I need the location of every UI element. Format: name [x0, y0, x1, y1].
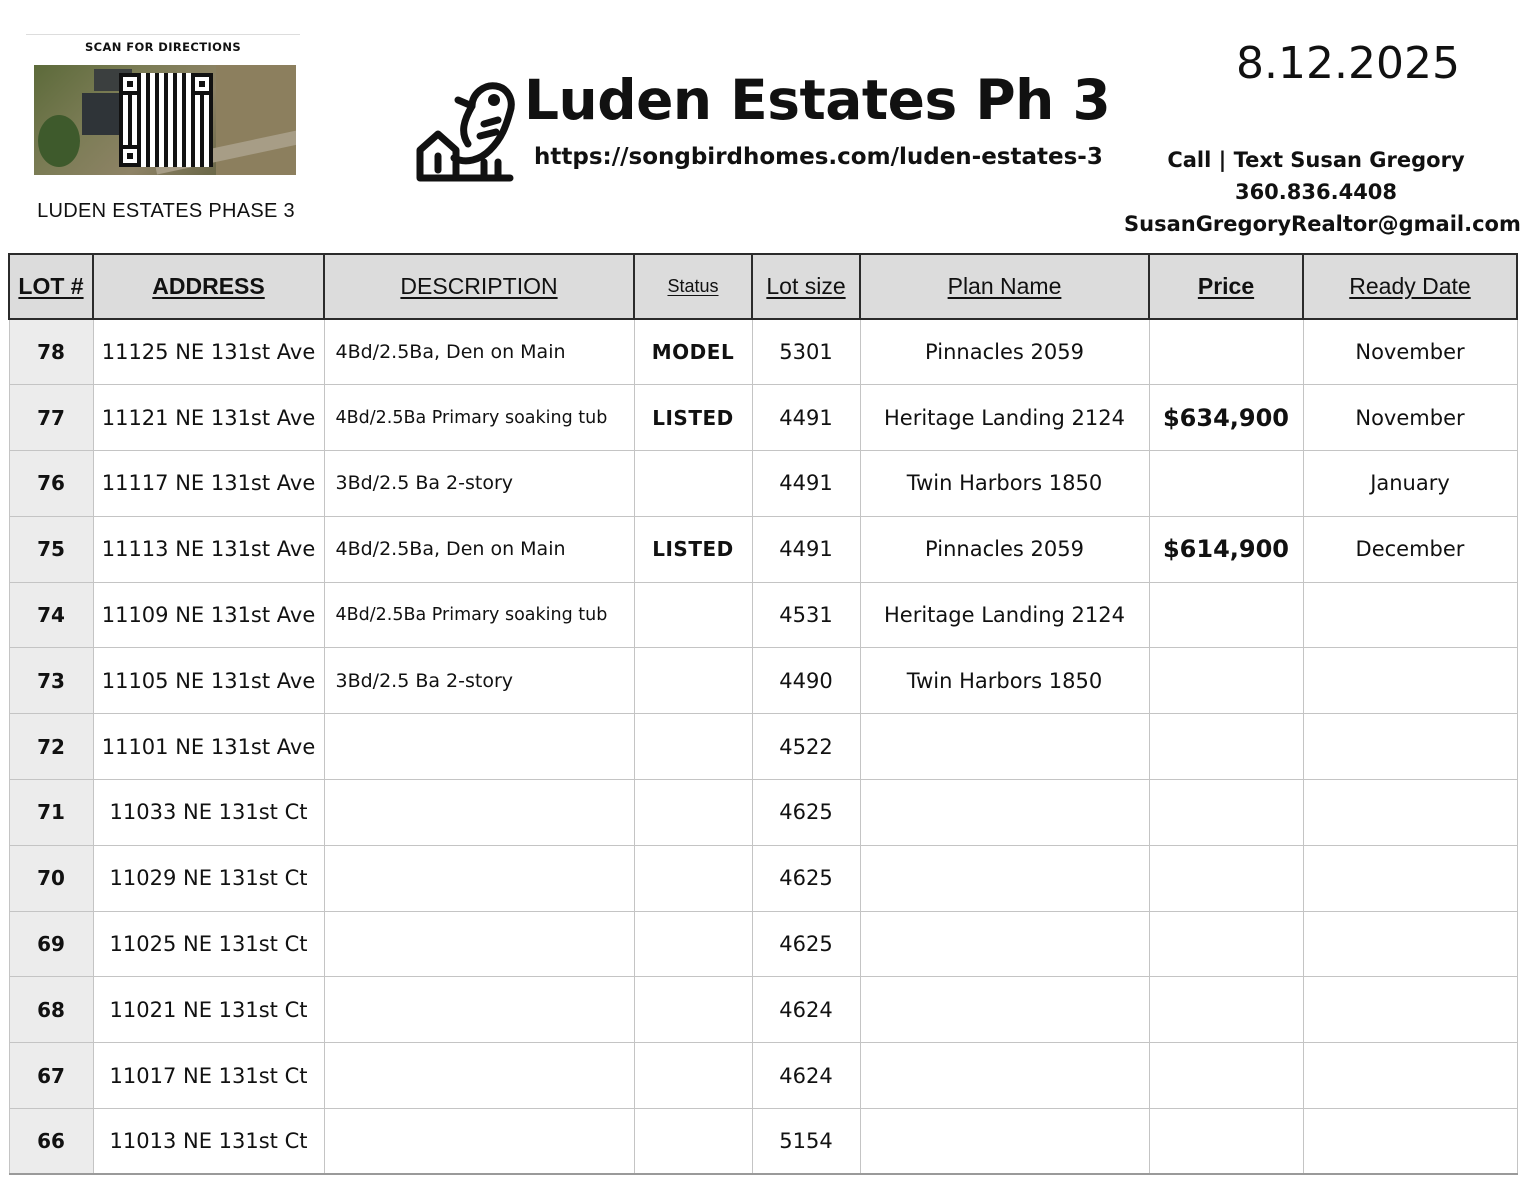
table-row — [9, 516, 1517, 582]
ready-date-cell — [1303, 911, 1517, 977]
lot-size-cell: 4625 — [752, 845, 860, 911]
table-row — [9, 714, 1517, 780]
lot-number-cell: 66 — [9, 1109, 93, 1175]
lot-number-cell: 72 — [9, 714, 93, 780]
col-header-lot: LOT # — [9, 254, 93, 319]
price-cell: $614,900 — [1149, 516, 1303, 582]
status-cell — [634, 451, 752, 517]
description-cell — [324, 1109, 634, 1175]
col-header-description: DESCRIPTION — [324, 254, 634, 319]
plan-name-cell — [860, 911, 1149, 977]
status-cell: LISTED — [634, 385, 752, 451]
songbird-house-logo-icon — [414, 78, 518, 184]
status-cell — [634, 1043, 752, 1109]
plan-name-cell — [860, 1043, 1149, 1109]
col-header-price: Price — [1149, 254, 1303, 319]
status-cell — [634, 648, 752, 714]
plan-name-cell: Twin Harbors 1850 — [860, 451, 1149, 517]
description-cell: 4Bd/2.5Ba, Den on Main — [324, 516, 634, 582]
price-cell — [1149, 451, 1303, 517]
status-cell — [634, 977, 752, 1043]
ready-date-cell — [1303, 780, 1517, 846]
lot-number-cell: 75 — [9, 516, 93, 582]
description-cell: 4Bd/2.5Ba, Den on Main — [324, 319, 634, 385]
ready-date-cell — [1303, 648, 1517, 714]
lot-size-cell: 4531 — [752, 582, 860, 648]
status-cell: MODEL — [634, 319, 752, 385]
plan-name-cell: Twin Harbors 1850 — [860, 648, 1149, 714]
table-row — [9, 1043, 1517, 1109]
price-cell — [1149, 911, 1303, 977]
lot-number-cell: 68 — [9, 977, 93, 1043]
lot-number-cell: 71 — [9, 780, 93, 846]
plan-name-cell — [860, 977, 1149, 1043]
table-row — [9, 319, 1517, 385]
date-label: 8.12.2025 — [1236, 38, 1460, 89]
ready-date-cell — [1303, 1043, 1517, 1109]
price-cell — [1149, 1043, 1303, 1109]
status-cell: LISTED — [634, 516, 752, 582]
table-row — [9, 911, 1517, 977]
table-row — [9, 845, 1517, 911]
description-cell: 3Bd/2.5 Ba 2-story — [324, 451, 634, 517]
lot-size-cell: 4491 — [752, 516, 860, 582]
plan-name-cell — [860, 1109, 1149, 1175]
table-row — [9, 582, 1517, 648]
lot-number-cell: 77 — [9, 385, 93, 451]
ready-date-cell — [1303, 977, 1517, 1043]
page-title: Luden Estates Ph 3 — [524, 68, 1111, 132]
address-cell: 11033 NE 131st Ct — [93, 780, 324, 846]
lot-size-cell: 4624 — [752, 1043, 860, 1109]
email-address[interactable]: SusanGregoryRealtor@gmail.com — [1124, 212, 1521, 236]
plan-name-cell: Heritage Landing 2124 — [860, 582, 1149, 648]
description-cell: 4Bd/2.5Ba Primary soaking tub — [324, 582, 634, 648]
lot-size-cell: 4624 — [752, 977, 860, 1043]
lots-table — [8, 253, 1518, 1175]
status-cell — [634, 911, 752, 977]
lot-number-cell: 69 — [9, 911, 93, 977]
ready-date-cell — [1303, 1109, 1517, 1175]
contact-line: Call | Text Susan Gregory — [1167, 148, 1465, 172]
aerial-photo — [34, 65, 296, 175]
status-cell — [634, 780, 752, 846]
lot-size-cell: 4490 — [752, 648, 860, 714]
address-cell: 11109 NE 131st Ave — [93, 582, 324, 648]
table-header-row — [9, 254, 1517, 319]
lot-size-cell: 4491 — [752, 385, 860, 451]
description-cell — [324, 911, 634, 977]
lot-size-cell: 4491 — [752, 451, 860, 517]
lot-number-cell: 70 — [9, 845, 93, 911]
divider — [26, 34, 300, 35]
lot-size-cell: 5301 — [752, 319, 860, 385]
ready-date-cell: November — [1303, 385, 1517, 451]
plan-name-cell — [860, 780, 1149, 846]
address-cell: 11021 NE 131st Ct — [93, 977, 324, 1043]
qr-caption: SCAN FOR DIRECTIONS — [84, 40, 242, 54]
price-cell: $634,900 — [1149, 385, 1303, 451]
status-cell — [634, 582, 752, 648]
price-cell — [1149, 582, 1303, 648]
col-header-ready-date: Ready Date — [1303, 254, 1517, 319]
price-cell — [1149, 319, 1303, 385]
ready-date-cell — [1303, 714, 1517, 780]
lot-size-cell: 4625 — [752, 911, 860, 977]
status-cell — [634, 1109, 752, 1175]
price-cell — [1149, 845, 1303, 911]
lot-size-cell: 5154 — [752, 1109, 860, 1175]
ready-date-cell: November — [1303, 319, 1517, 385]
status-cell — [634, 845, 752, 911]
lot-number-cell: 67 — [9, 1043, 93, 1109]
address-cell: 11013 NE 131st Ct — [93, 1109, 324, 1175]
address-cell: 11121 NE 131st Ave — [93, 385, 324, 451]
price-cell — [1149, 1109, 1303, 1175]
table-row — [9, 385, 1517, 451]
address-cell: 11125 NE 131st Ave — [93, 319, 324, 385]
plan-name-cell: Heritage Landing 2124 — [860, 385, 1149, 451]
address-cell: 11101 NE 131st Ave — [93, 714, 324, 780]
lot-number-cell: 74 — [9, 582, 93, 648]
table-row — [9, 451, 1517, 517]
ready-date-cell — [1303, 582, 1517, 648]
table-row — [9, 1109, 1517, 1175]
address-cell: 11105 NE 131st Ave — [93, 648, 324, 714]
price-cell — [1149, 977, 1303, 1043]
description-cell — [324, 714, 634, 780]
directions-qr-block — [26, 34, 300, 54]
plan-name-cell: Pinnacles 2059 — [860, 319, 1149, 385]
description-cell: 3Bd/2.5 Ba 2-story — [324, 648, 634, 714]
description-cell — [324, 845, 634, 911]
col-header-lot-size: Lot size — [752, 254, 860, 319]
website-link[interactable]: https://songbirdhomes.com/luden-estates-3 — [534, 144, 1103, 170]
lot-number-cell: 76 — [9, 451, 93, 517]
contact-block — [1124, 144, 1521, 240]
phone-number[interactable]: 360.836.4408 — [1234, 180, 1398, 204]
address-cell: 11113 NE 131st Ave — [93, 516, 324, 582]
address-cell: 11025 NE 131st Ct — [93, 911, 324, 977]
lot-number-cell: 78 — [9, 319, 93, 385]
status-cell — [634, 714, 752, 780]
ready-date-cell — [1303, 845, 1517, 911]
description-cell — [324, 1043, 634, 1109]
plan-name-cell — [860, 845, 1149, 911]
table-row — [9, 977, 1517, 1043]
plan-name-cell — [860, 714, 1149, 780]
qr-code-icon[interactable] — [119, 73, 213, 167]
col-header-plan-name: Plan Name — [860, 254, 1149, 319]
plan-name-cell: Pinnacles 2059 — [860, 516, 1149, 582]
col-header-status: Status — [634, 254, 752, 319]
col-header-address: ADDRESS — [93, 254, 324, 319]
ready-date-cell: January — [1303, 451, 1517, 517]
lot-number-cell: 73 — [9, 648, 93, 714]
ready-date-cell: December — [1303, 516, 1517, 582]
address-cell: 11017 NE 131st Ct — [93, 1043, 324, 1109]
phase-label: LUDEN ESTATES PHASE 3 — [37, 200, 295, 222]
price-cell — [1149, 648, 1303, 714]
address-cell: 11117 NE 131st Ave — [93, 451, 324, 517]
lot-size-cell: 4625 — [752, 780, 860, 846]
description-cell — [324, 780, 634, 846]
table-row — [9, 780, 1517, 846]
description-cell: 4Bd/2.5Ba Primary soaking tub — [324, 385, 634, 451]
address-cell: 11029 NE 131st Ct — [93, 845, 324, 911]
price-cell — [1149, 714, 1303, 780]
description-cell — [324, 977, 634, 1043]
table-row — [9, 648, 1517, 714]
price-cell — [1149, 780, 1303, 846]
lot-size-cell: 4522 — [752, 714, 860, 780]
